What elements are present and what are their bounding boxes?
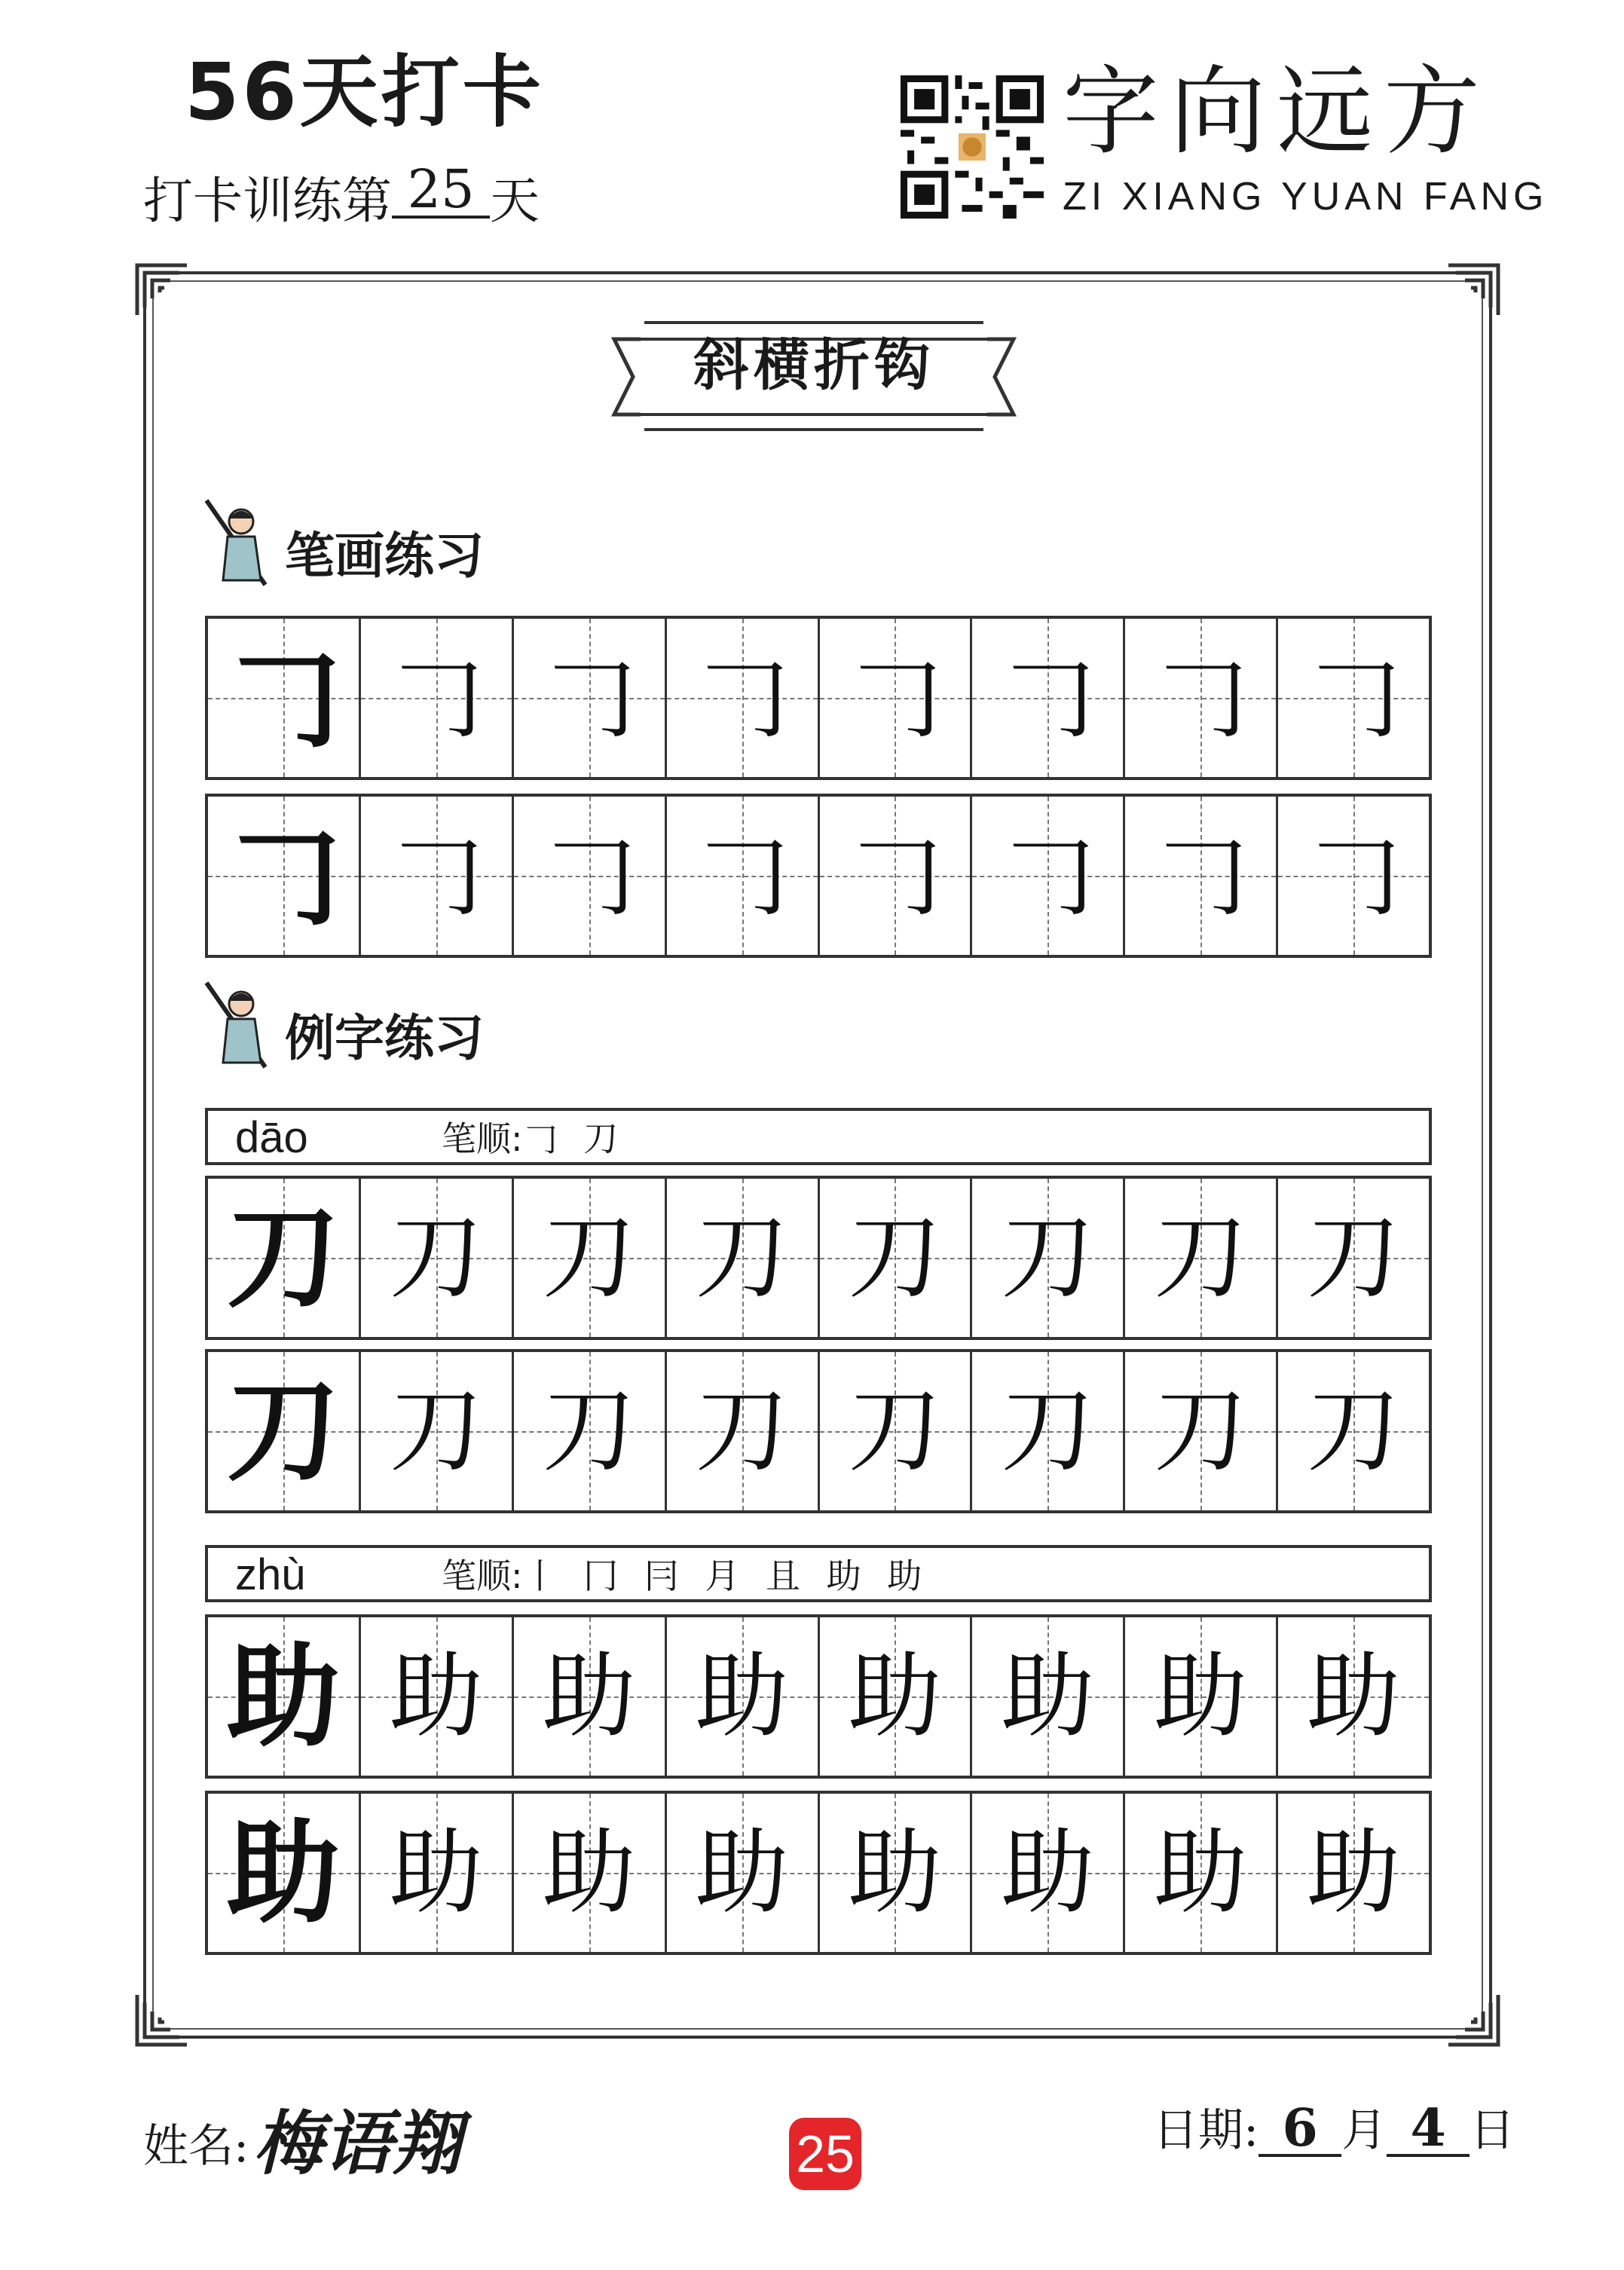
grid-cell <box>1125 619 1278 777</box>
practice-character: 刀 <box>389 1377 483 1485</box>
grid-cell <box>208 619 361 777</box>
pinyin-label: dāo <box>235 1113 308 1162</box>
practice-character: 助 <box>1154 1642 1248 1751</box>
grid-cell <box>1278 797 1429 955</box>
practice-character: 助 <box>848 1819 942 1927</box>
practice-character: 𠃌 <box>1307 644 1401 752</box>
practice-character: 刀 <box>1001 1377 1095 1485</box>
example-row-zhu-2 <box>205 1791 1432 1955</box>
practice-character: 刀 <box>542 1204 636 1312</box>
grid-cell <box>208 1617 361 1776</box>
practice-character: 𠃌 <box>542 644 636 752</box>
pinyin-label: zhù <box>235 1550 306 1599</box>
practice-character: 刀 <box>1154 1377 1248 1485</box>
grid-cell <box>820 1352 973 1510</box>
grid-cell <box>361 1617 514 1776</box>
grid-cell <box>667 1352 820 1510</box>
corner-ornament-icon <box>134 1972 209 2048</box>
grid-cell <box>1278 1179 1429 1337</box>
day-value: 4 <box>1387 2103 1470 2157</box>
practice-character: 𠃌 <box>695 644 789 752</box>
grid-cell <box>972 1352 1125 1510</box>
practice-character: 𠃌 <box>1307 821 1401 930</box>
grid-cell <box>208 1794 361 1952</box>
day-number: 25 <box>407 158 475 220</box>
practice-character: 助 <box>1001 1642 1095 1751</box>
grid-cell <box>667 1617 820 1776</box>
practice-character: 𠃌 <box>848 821 942 930</box>
corner-ornament-icon <box>134 262 209 338</box>
day-suffix: 天 <box>490 172 540 230</box>
checkin-day-line <box>143 158 540 230</box>
grid-cell <box>1278 1352 1429 1510</box>
practice-character: 刀 <box>1154 1204 1248 1312</box>
model-character: 𠃌 <box>226 809 340 942</box>
grid-cell <box>361 797 514 955</box>
practice-character: 𠃌 <box>848 644 942 752</box>
corner-ornament-icon <box>1426 262 1501 338</box>
example-row-zhu-1 <box>205 1614 1432 1779</box>
practice-character: 助 <box>389 1819 483 1927</box>
practice-character: 助 <box>542 1642 636 1751</box>
practice-character: 刀 <box>695 1204 789 1312</box>
section-title-stroke: 笔画练习 <box>285 527 484 585</box>
day-label: 日 <box>1470 2104 1515 2157</box>
brand-logo-en: ZI XIANG YUAN FANG <box>1063 175 1549 219</box>
model-character: 助 <box>226 1630 340 1763</box>
practice-character: 刀 <box>542 1377 636 1485</box>
practice-character: 刀 <box>1307 1377 1401 1485</box>
practice-character: 𠃌 <box>542 821 636 930</box>
grid-cell <box>820 797 973 955</box>
grid-cell <box>208 1179 361 1337</box>
grid-cell <box>514 1179 667 1337</box>
grid-cell <box>514 1794 667 1952</box>
grid-cell <box>1278 619 1429 777</box>
practice-character: 助 <box>1307 1819 1401 1927</box>
practice-character: 助 <box>695 1819 789 1927</box>
day-prefix: 打卡训练第 <box>143 172 392 230</box>
page-number-badge: 25 <box>789 2118 861 2190</box>
grid-cell <box>208 1352 361 1510</box>
handwritten-signature: 梅语翔 <box>253 2103 462 2184</box>
grid-cell <box>1278 1794 1429 1952</box>
practice-character: 𠃌 <box>389 821 483 930</box>
grid-cell <box>972 619 1125 777</box>
name-label: 姓名: <box>143 2120 249 2173</box>
practice-character: 助 <box>695 1642 789 1751</box>
corner-ornament-icon <box>1426 1972 1501 2048</box>
date-label: 日期: <box>1153 2104 1259 2157</box>
grid-cell <box>820 619 973 777</box>
grid-cell <box>1278 1617 1429 1776</box>
grid-cell <box>820 1794 973 1952</box>
grid-cell <box>972 1794 1125 1952</box>
stroke-order <box>442 1556 929 1597</box>
lesson-title: 斜横折钩 <box>693 333 934 398</box>
grid-cell <box>667 619 820 777</box>
practice-character: 刀 <box>1307 1204 1401 1312</box>
example-row-dao-1 <box>205 1176 1432 1340</box>
practice-character: 刀 <box>389 1204 483 1312</box>
practice-character: 助 <box>1001 1819 1095 1927</box>
pinyin-strip-zhu <box>205 1545 1432 1602</box>
date-field <box>1153 2098 1515 2158</box>
grid-cell <box>208 797 361 955</box>
practice-character: 助 <box>1307 1642 1401 1751</box>
practice-character: 助 <box>542 1819 636 1927</box>
grid-cell <box>1125 797 1278 955</box>
grid-cell <box>667 1179 820 1337</box>
practice-character: 𠃌 <box>1154 644 1248 752</box>
page-title: 56天打卡 <box>185 46 544 138</box>
stroke-order-label: 笔顺: <box>442 1118 523 1159</box>
qr-code-icon <box>901 75 1044 219</box>
scholar-mascot-icon <box>202 980 270 1070</box>
section-title-example: 例字练习 <box>285 1009 484 1067</box>
grid-cell <box>361 1179 514 1337</box>
practice-character: 𠃌 <box>389 644 483 752</box>
scholar-mascot-icon <box>202 497 270 588</box>
model-character: 𠃌 <box>226 632 340 764</box>
grid-cell <box>514 797 667 955</box>
practice-character: 𠃌 <box>1001 644 1095 752</box>
practice-character: 助 <box>1154 1819 1248 1927</box>
grid-cell <box>514 1352 667 1510</box>
brand-logo: 字向远方 <box>1063 56 1491 168</box>
month-value: 6 <box>1259 2103 1341 2157</box>
grid-cell <box>1125 1794 1278 1952</box>
practice-character: 刀 <box>695 1377 789 1485</box>
grid-cell <box>820 1617 973 1776</box>
stroke-practice-row-1 <box>205 616 1432 780</box>
practice-character: 刀 <box>848 1377 942 1485</box>
stroke-order-sequence: 丨 冂 冃 月 且 助 助 <box>522 1556 930 1596</box>
practice-character: 𠃌 <box>695 821 789 930</box>
practice-character: 助 <box>389 1642 483 1751</box>
pinyin-strip-dao <box>205 1108 1432 1165</box>
grid-cell <box>820 1179 973 1337</box>
grid-cell <box>1125 1617 1278 1776</box>
grid-cell <box>361 1794 514 1952</box>
stroke-order-label: 笔顺: <box>442 1556 523 1596</box>
stroke-practice-row-2 <box>205 794 1432 958</box>
grid-cell <box>361 1352 514 1510</box>
practice-character: 𠃌 <box>1154 821 1248 930</box>
grid-cell <box>972 1179 1125 1337</box>
grid-cell <box>972 797 1125 955</box>
example-row-dao-2 <box>205 1349 1432 1513</box>
grid-cell <box>514 619 667 777</box>
practice-character: 助 <box>848 1642 942 1751</box>
month-label: 月 <box>1341 2104 1387 2157</box>
model-character: 刀 <box>226 1192 340 1324</box>
name-field <box>143 2103 462 2184</box>
grid-cell <box>514 1617 667 1776</box>
grid-cell <box>1125 1179 1278 1337</box>
model-character: 助 <box>226 1807 340 1939</box>
stroke-order <box>442 1118 625 1160</box>
stroke-order-sequence: 𠃌 刀 <box>522 1118 626 1159</box>
practice-character: 刀 <box>848 1204 942 1312</box>
practice-character: 𠃌 <box>1001 821 1095 930</box>
grid-cell <box>667 797 820 955</box>
practice-character: 刀 <box>1001 1204 1095 1312</box>
grid-cell <box>1125 1352 1278 1510</box>
grid-cell <box>667 1794 820 1952</box>
model-character: 刀 <box>226 1365 340 1498</box>
grid-cell <box>972 1617 1125 1776</box>
grid-cell <box>361 619 514 777</box>
day-number-field <box>392 158 490 220</box>
